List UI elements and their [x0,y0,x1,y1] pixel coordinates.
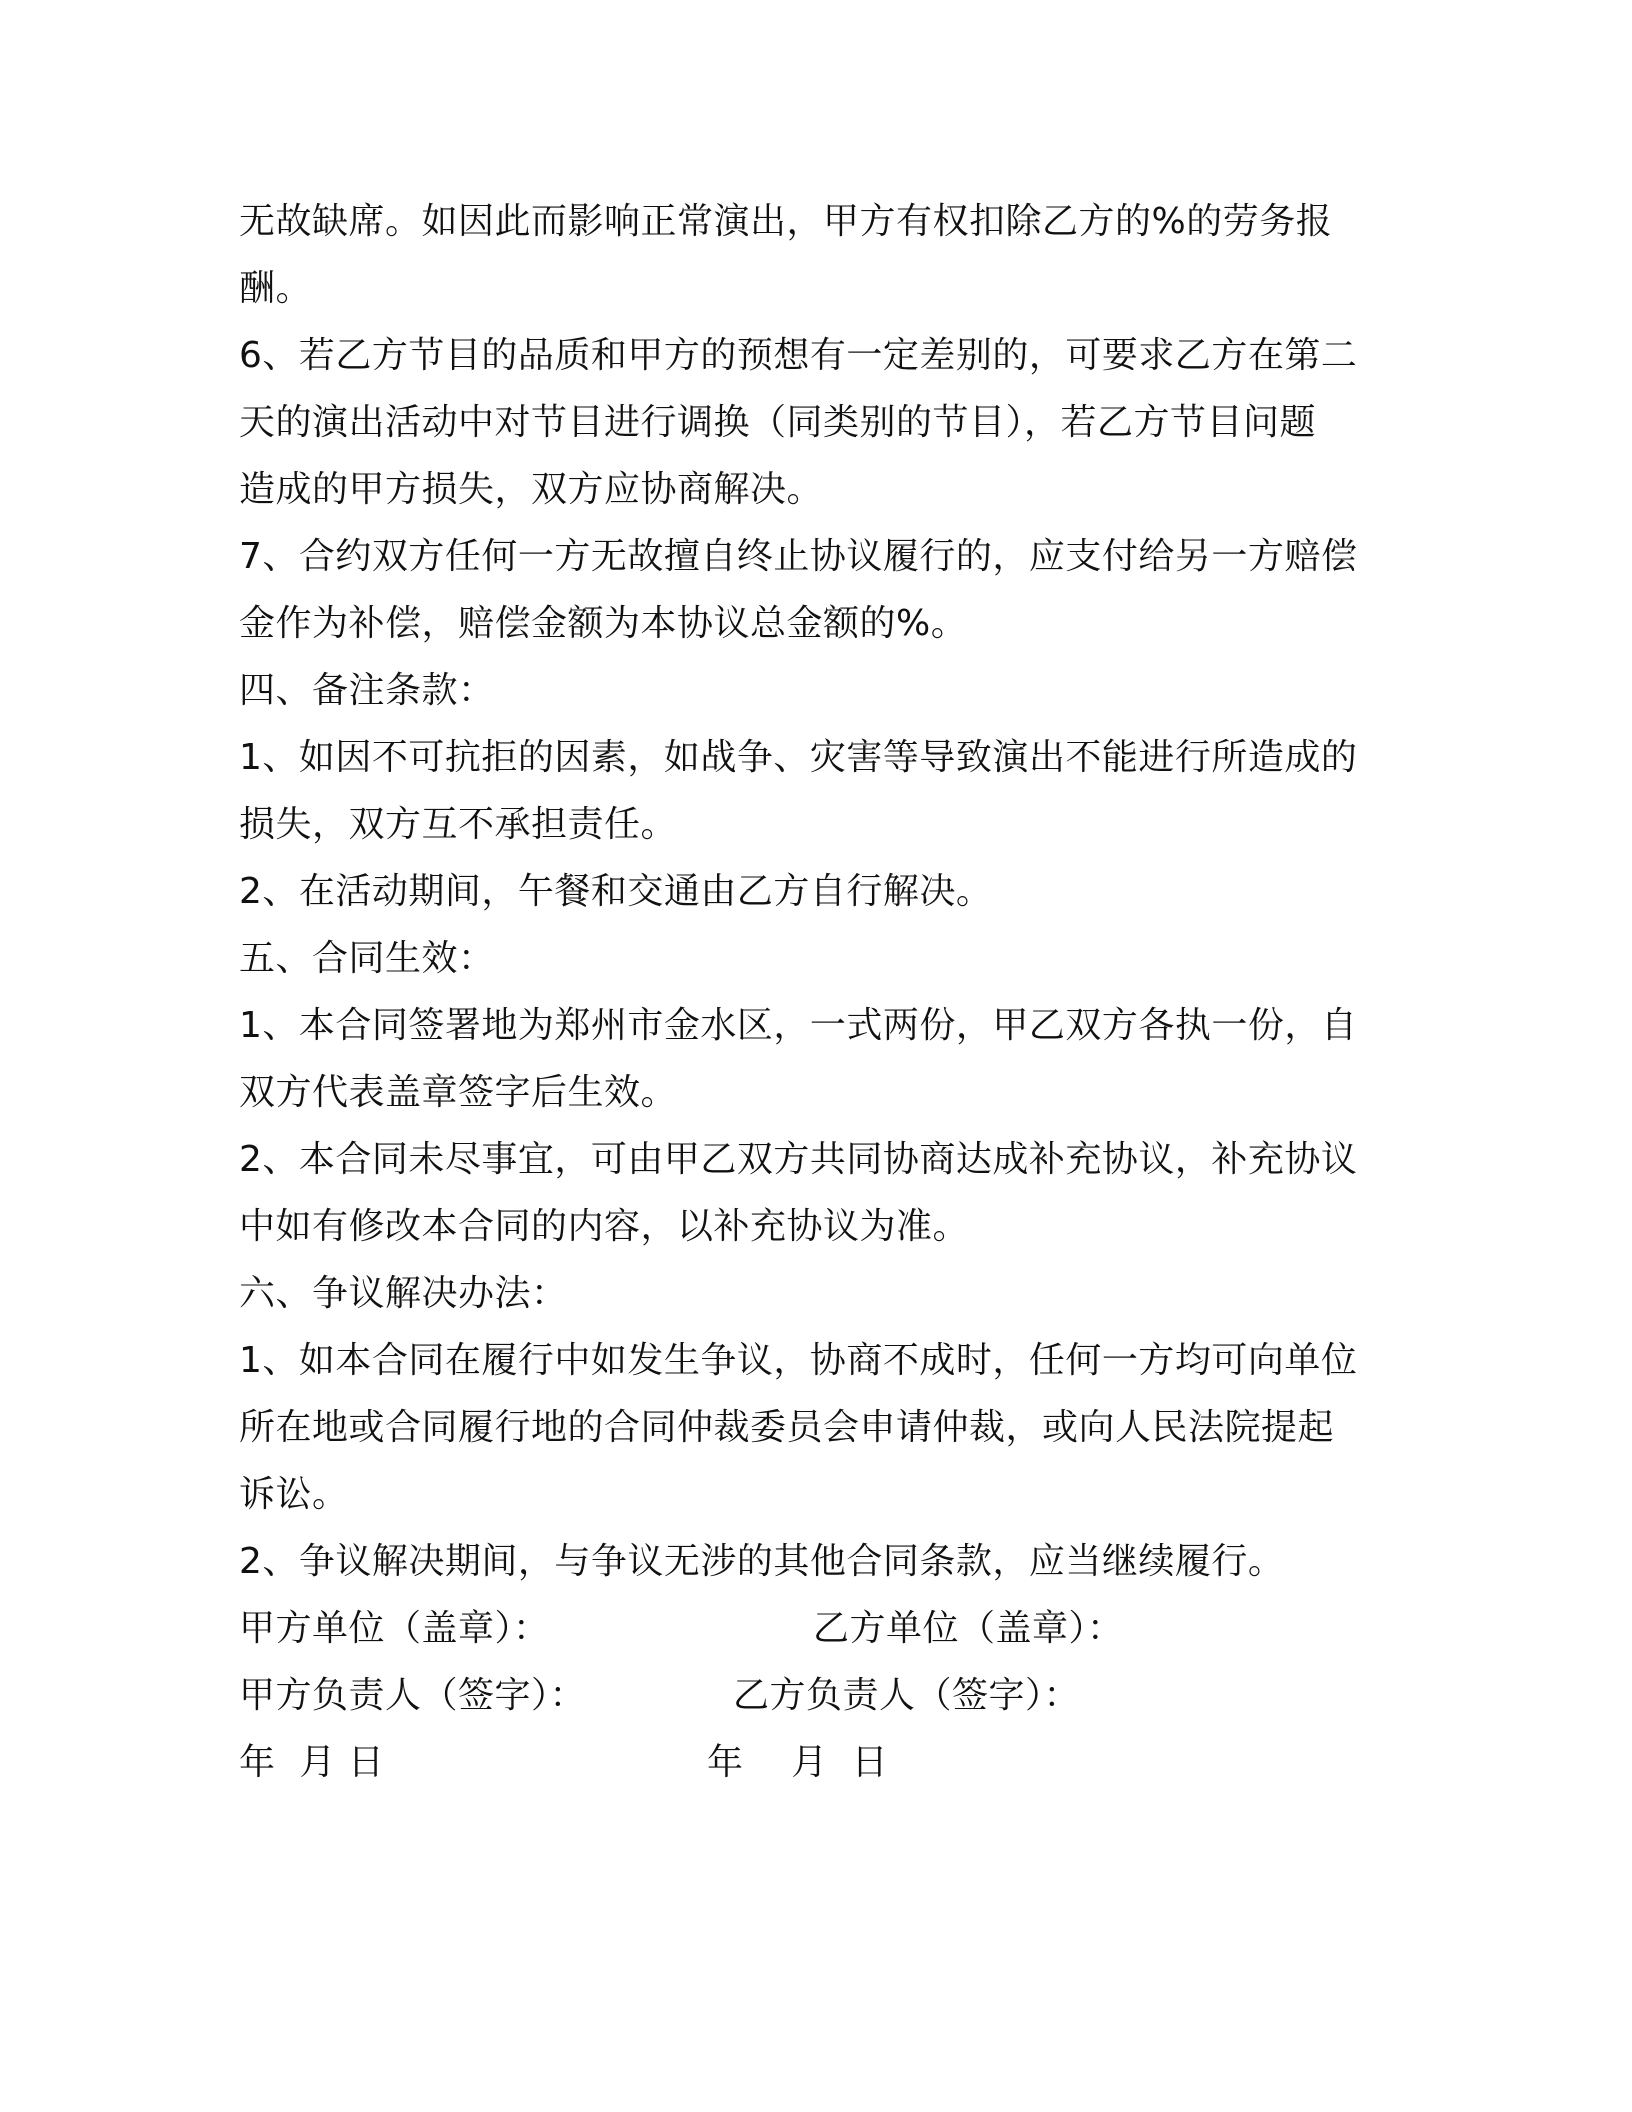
text-line: 天的演出活动中对节目进行调换（同类别的节目），若乙方节目问题 [239,402,1317,443]
signature-row-unit [239,1595,1379,1662]
clause-remarks-2: 2、在活动期间，午餐和交通由乙方自行解决。 [239,871,993,912]
party-b-unit-label: 乙方单位（盖章）： [813,1608,1124,1649]
text-line: 酬。 [239,268,313,309]
party-a-unit-label: 甲方单位（盖章）： [239,1608,550,1649]
signature-row-person [239,1662,1379,1729]
text-line: 金作为补偿，赔偿金额为本协议总金额的%。 [239,603,968,644]
section-heading-remarks: 四、备注条款： [239,670,495,711]
clause-dispute-1: 1、如本合同在履行中如发生争议，协商不成时，任何一方均可向单位 [239,1340,1358,1381]
section-heading-effectiveness: 五、合同生效： [239,938,495,979]
party-a-person-label: 甲方负责人（签字）： [239,1675,587,1716]
text-line: 所在地或合同履行地的合同仲裁委员会申请仲裁，或向人民法院提起 [239,1407,1335,1448]
clause-dispute-2: 2、争议解决期间，与争议无涉的其他合同条款，应当继续履行。 [239,1541,1285,1582]
clause-effectiveness-1: 1、本合同签署地为郑州市金水区，一式两份，甲乙双方各执一份，自 [239,1005,1358,1046]
text-line: 造成的甲方损失，双方应协商解决。 [239,469,824,510]
clause-6: 6、若乙方节目的品质和甲方的预想有一定差别的，可要求乙方在第二 [239,335,1358,376]
text-line: 诉讼。 [239,1474,349,1515]
clause-effectiveness-2: 2、本合同未尽事宜，可由甲乙双方共同协商达成补充协议，补充协议 [239,1139,1358,1180]
signature-row-date [239,1729,1379,1796]
contract-body [239,188,1379,1796]
party-a-date-label: 年 月 日 [239,1742,385,1783]
party-b-date-label: 年 月 日 [707,1742,889,1783]
clause-7: 7、合约双方任何一方无故擅自终止协议履行的，应支付给另一方赔偿 [239,536,1358,577]
text-line: 无故缺席。如因此而影响正常演出，甲方有权扣除乙方的%的劳务报 [239,201,1333,242]
party-b-person-label: 乙方负责人（签字）： [733,1675,1081,1716]
text-line: 双方代表盖章签字后生效。 [239,1072,678,1113]
section-heading-dispute: 六、争议解决办法： [239,1273,568,1314]
text-line: 中如有修改本合同的内容，以补充协议为准。 [239,1206,970,1247]
text-line: 损失，双方互不承担责任。 [239,804,678,845]
clause-remarks-1: 1、如因不可抗拒的因素，如战争、灾害等导致演出不能进行所造成的 [239,737,1358,778]
